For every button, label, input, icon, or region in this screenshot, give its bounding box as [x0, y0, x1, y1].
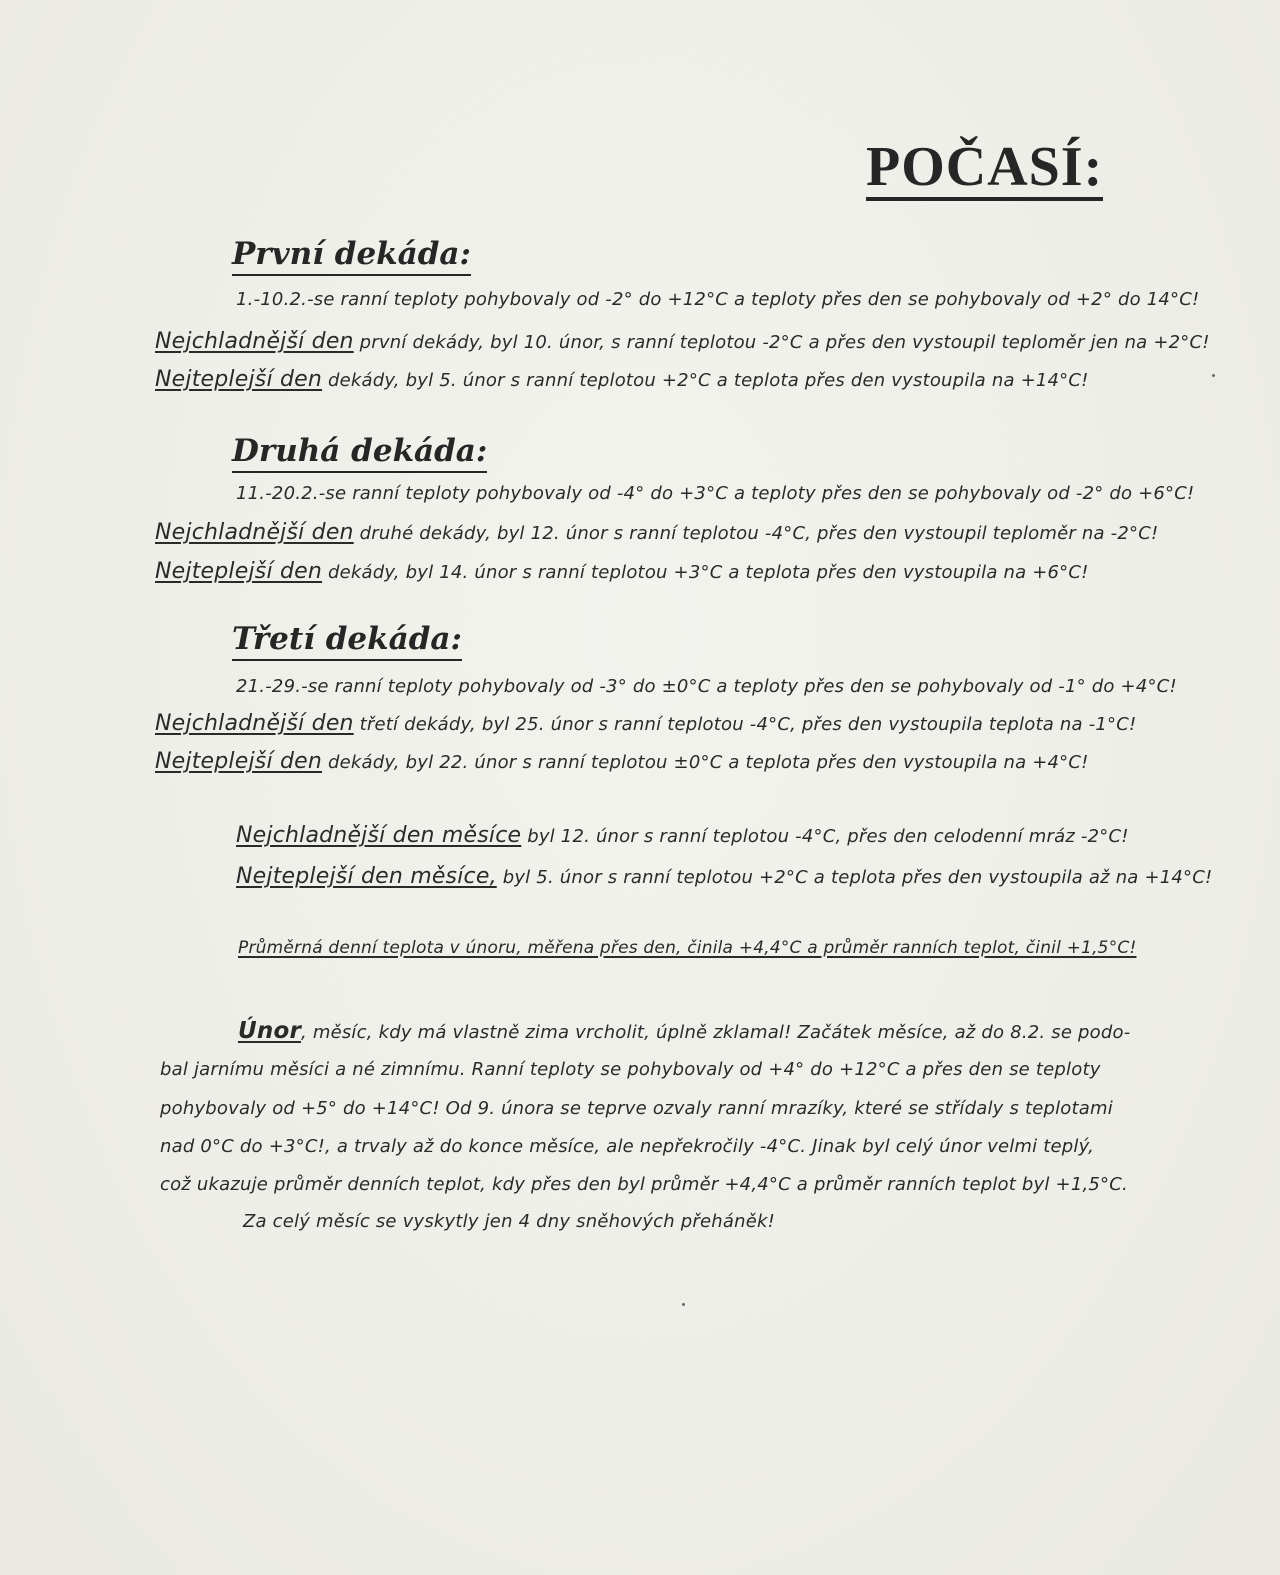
month-coldest [236, 823, 1129, 848]
warmest-label: Nejteplejší den [155, 559, 323, 584]
section-3-range: 21.-29.-se ranní teploty pohybovaly od -3° do ±0°C a teploty přes den se pohybovaly od -1° do +4°C! [236, 676, 1177, 697]
warmest-text: dekády, byl 22. únor s ranní teplotou ±0°C a teplota přes den vystoupila na +4°C! [327, 752, 1089, 773]
section-1-range: 1.-10.2.-se ranní teploty pohybovaly od -2° do +12°C a teploty přes den se pohybovaly od +2° do 14°C! [236, 289, 1200, 310]
coldest-label: Nejchladnější den [155, 711, 354, 736]
summary-line-4: nad 0°C do +3°C!, a trvaly až do konce měsíce, ale nepřekročily -4°C. Jinak byl celý únor velmi teplý, [160, 1136, 1095, 1157]
section-3-warmest [155, 749, 1089, 774]
summary-line-1 [238, 1018, 1130, 1044]
paper-speck [682, 1303, 685, 1306]
month-warmest [236, 864, 1212, 889]
section-heading-1: První dekáda: [232, 237, 471, 276]
section-2-coldest [155, 520, 1158, 545]
summary-line-3: pohybovaly od +5° do +14°C! Od 9. února se teprve ozvaly ranní mrazíky, které se střídaly s teplotami [160, 1098, 1113, 1119]
summary-lead: Únor [238, 1018, 301, 1044]
section-1-warmest [155, 367, 1089, 392]
section-3-coldest [155, 711, 1136, 736]
month-warmest-text: byl 5. únor s ranní teplotou +2°C a teplota přes den vystoupila až na +14°C! [502, 867, 1213, 888]
section-2-range: 11.-20.2.-se ranní teploty pohybovaly od -4° do +3°C a teploty přes den se pohybovaly od -2° do +6°C! [236, 483, 1195, 504]
summary-line-2: bal jarnímu měsíci a né zimnímu. Ranní teploty se pohybovaly od +4° do +12°C a přes den se teploty [160, 1059, 1101, 1080]
warmest-label: Nejteplejší den [155, 749, 323, 774]
month-coldest-text: byl 12. únor s ranní teplotou -4°C, přes den celodenní mráz -2°C! [527, 826, 1129, 847]
coldest-label: Nejchladnější den [155, 329, 354, 354]
month-warmest-label: Nejteplejší den měsíce, [236, 864, 497, 889]
section-heading-3: Třetí dekáda: [232, 622, 462, 661]
average-temperature: Průměrná denní teplota v únoru, měřena přes den, činila +4,4°C a průměr ranních teplot, činil +1,5°C! [238, 938, 1137, 958]
summary-line-5: což ukazuje průměr denních teplot, kdy přes den byl průměr +4,4°C a průměr ranních teplot byl +1,5°C. [160, 1174, 1128, 1195]
paper-speck [1212, 374, 1215, 377]
coldest-text: první dekády, byl 10. únor, s ranní teplotou -2°C a přes den vystoupil teploměr jen na +2°C! [359, 332, 1210, 353]
warmest-label: Nejteplejší den [155, 367, 323, 392]
coldest-label: Nejchladnější den [155, 520, 354, 545]
summary-line-1-text: , měsíc, kdy má vlastně zima vrcholit, úplně zklamal! Začátek měsíce, až do 8.2. se podo- [301, 1022, 1131, 1043]
warmest-text: dekády, byl 14. únor s ranní teplotou +3°C a teplota přes den vystoupila na +6°C! [327, 562, 1089, 583]
warmest-text: dekády, byl 5. únor s ranní teplotou +2°C a teplota přes den vystoupila na +14°C! [327, 370, 1089, 391]
coldest-text: druhé dekády, byl 12. únor s ranní teplotou -4°C, přes den vystoupil teploměr na -2°C! [359, 523, 1159, 544]
month-coldest-label: Nejchladnější den měsíce [236, 823, 522, 848]
section-1-coldest [155, 329, 1210, 354]
page-title: POČASÍ: [866, 138, 1103, 201]
coldest-text: třetí dekády, byl 25. únor s ranní teplotou -4°C, přes den vystoupila teplota na -1°C! [359, 714, 1137, 735]
section-2-warmest [155, 559, 1089, 584]
section-heading-2: Druhá dekáda: [232, 434, 487, 473]
summary-line-6: Za celý měsíc se vyskytly jen 4 dny sněhových přeháněk! [243, 1211, 776, 1232]
